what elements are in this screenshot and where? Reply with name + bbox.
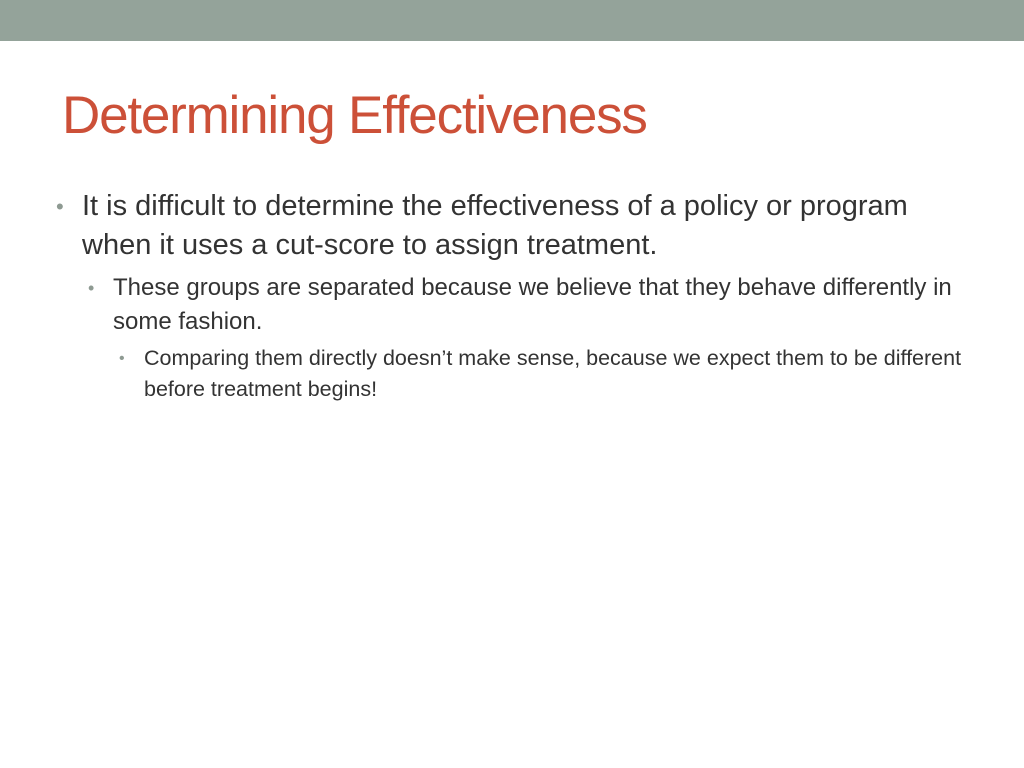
bullet-level-3: [119, 343, 966, 405]
bullet-dot-icon: •: [88, 278, 95, 298]
bullet-level-2: [88, 271, 966, 339]
slide-title: Determining Effectiveness: [62, 86, 647, 145]
bullet-dot-icon: •: [56, 194, 64, 219]
top-accent-band: [0, 0, 1024, 41]
bullet-text: Comparing them directly doesn’t make sense, because we expect them to be different before treatment begins!: [144, 346, 962, 401]
bullet-dot-icon: •: [119, 350, 125, 367]
bullet-level-1: [56, 187, 966, 265]
bullet-text: It is difficult to determine the effectiveness of a policy or program when it uses a cut-score to assign treatment.: [82, 190, 908, 261]
bullet-text: These groups are separated because we believe that they behave differently in some fashion.: [113, 274, 952, 335]
slide-body: [56, 187, 966, 405]
